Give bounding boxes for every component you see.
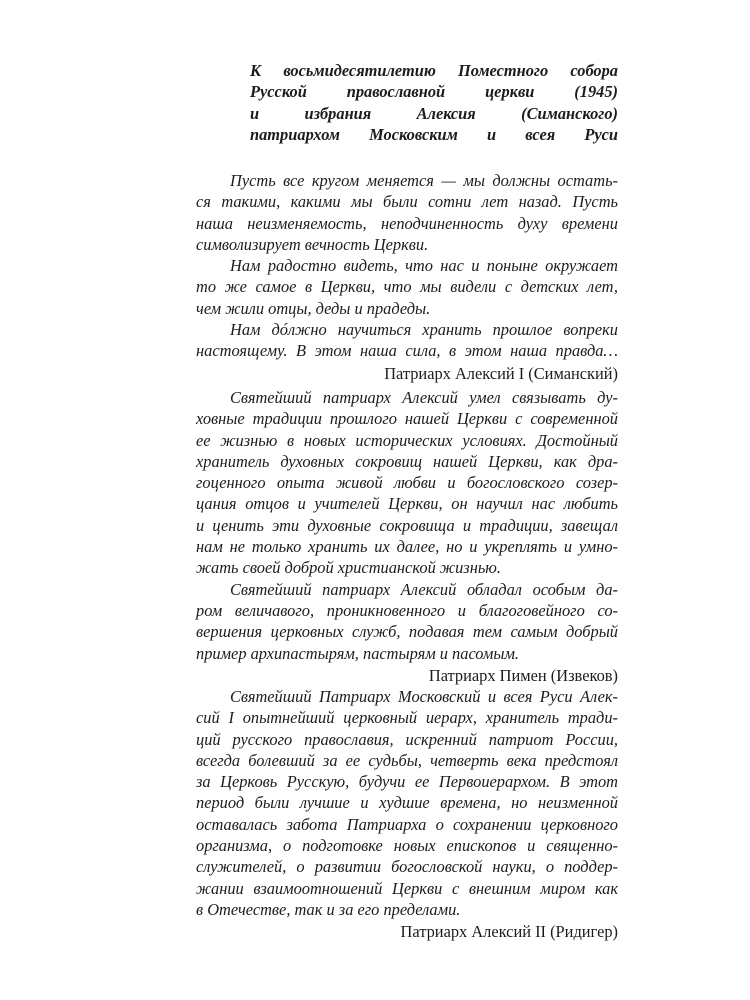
- quote-line: Нам дóлжно научиться хранить прошлое вопреки: [230, 320, 618, 340]
- quote-alexy-i: [196, 170, 618, 385]
- quote-line: настоящему. В этом наша сила, в этом наша правда…: [196, 341, 618, 361]
- quote-line: Нам радостно видеть, что нас и поныне окружает: [230, 256, 618, 276]
- quote-line: сий I опытнейший церковный иерарх, хранитель тради-: [196, 708, 618, 728]
- quote-author: Патриарх Пимен (Извеков): [428, 665, 618, 685]
- heading-line: К восьмидесятилетию Поместного собора: [250, 61, 618, 80]
- quote-line: то же самое в Церкви, что мы видели с детских лет,: [196, 277, 618, 297]
- quote-pimen: [196, 387, 618, 687]
- quote-line: ся такими, какими мы были сотни лет назад. Пусть: [196, 192, 618, 212]
- quote-line: вершения церковных служб, подавая тем самым добрый: [196, 622, 618, 642]
- quote-line: ций русского православия, искренний патриот России,: [196, 729, 618, 749]
- quote-line: пример архипастырям, пастырям и пасомым.: [196, 643, 520, 663]
- quote-line: жании взаимоотношений Церкви с внешним миром как: [196, 878, 618, 898]
- heading-line: патриархом Московским и всея Руси: [250, 124, 618, 144]
- dedication-heading: [250, 60, 618, 145]
- heading-line: Русской православной церкви (1945): [250, 82, 618, 102]
- quote-line: период были лучшие и худшие времена, но неизменной: [196, 793, 618, 813]
- quote-author: Патриарх Алексий I (Симанский): [384, 363, 618, 383]
- quote-line: Святейший патриарх Алексий обладал особым да-: [230, 579, 618, 599]
- quote-alexy-ii: [196, 686, 618, 943]
- quote-line: Пусть все кругом меняется — мы должны остать-: [230, 171, 618, 190]
- quote-author: Патриарх Алексий II (Ридигер): [400, 922, 618, 942]
- quote-line: цания отцов и учителей Церкви, он научил нас любить: [196, 494, 618, 514]
- quote-line: и ценить эти духовные сокровища и традиции, завещал: [196, 515, 618, 535]
- quote-line: за Церковь Русскую, будучи ее Первоиерархом. В этот: [196, 772, 618, 792]
- quote-line: организма, о подготовке новых епископов и священно-: [196, 836, 618, 856]
- quote-line: в Отечестве, так и за его пределами.: [196, 899, 461, 919]
- quote-line: жать своей доброй христианской жизнью.: [196, 558, 501, 578]
- quote-line: символизирует вечность Церкви.: [196, 234, 429, 254]
- quote-line: ром величавого, проникновенного и благоговейного со-: [196, 600, 618, 620]
- heading-line: и избрания Алексия (Симанского): [250, 103, 618, 123]
- quote-line: Святейший Патриарх Московский и всея Руси Алек-: [230, 687, 618, 706]
- quote-line: ховные традиции прошлого нашей Церкви с современной: [196, 409, 618, 429]
- quote-line: Святейший патриарх Алексий умел связывать ду-: [230, 388, 618, 407]
- quote-line: ее жизнью в новых исторических условиях. Достойный: [196, 430, 618, 450]
- quote-line: всегда болевший за ее судьбы, четверть века предстоял: [196, 750, 618, 770]
- quote-line: хранитель духовных сокровищ нашей Церкви, как дра-: [196, 451, 618, 471]
- quote-line: наша неизменяемость, неподчиненность духу времени: [196, 213, 618, 233]
- quote-line: служителей, о развитии богословской науки, о поддер-: [196, 857, 618, 877]
- quote-line: оставалась забота Патриарха о сохранении церковного: [196, 814, 618, 834]
- quote-line: нам не только хранить их далее, но и укреплять и умно-: [196, 537, 618, 557]
- quote-line: чем жили отцы, деды и прадеды.: [196, 298, 431, 318]
- quote-line: гоценного опыта живой любви и богословского созер-: [196, 473, 618, 493]
